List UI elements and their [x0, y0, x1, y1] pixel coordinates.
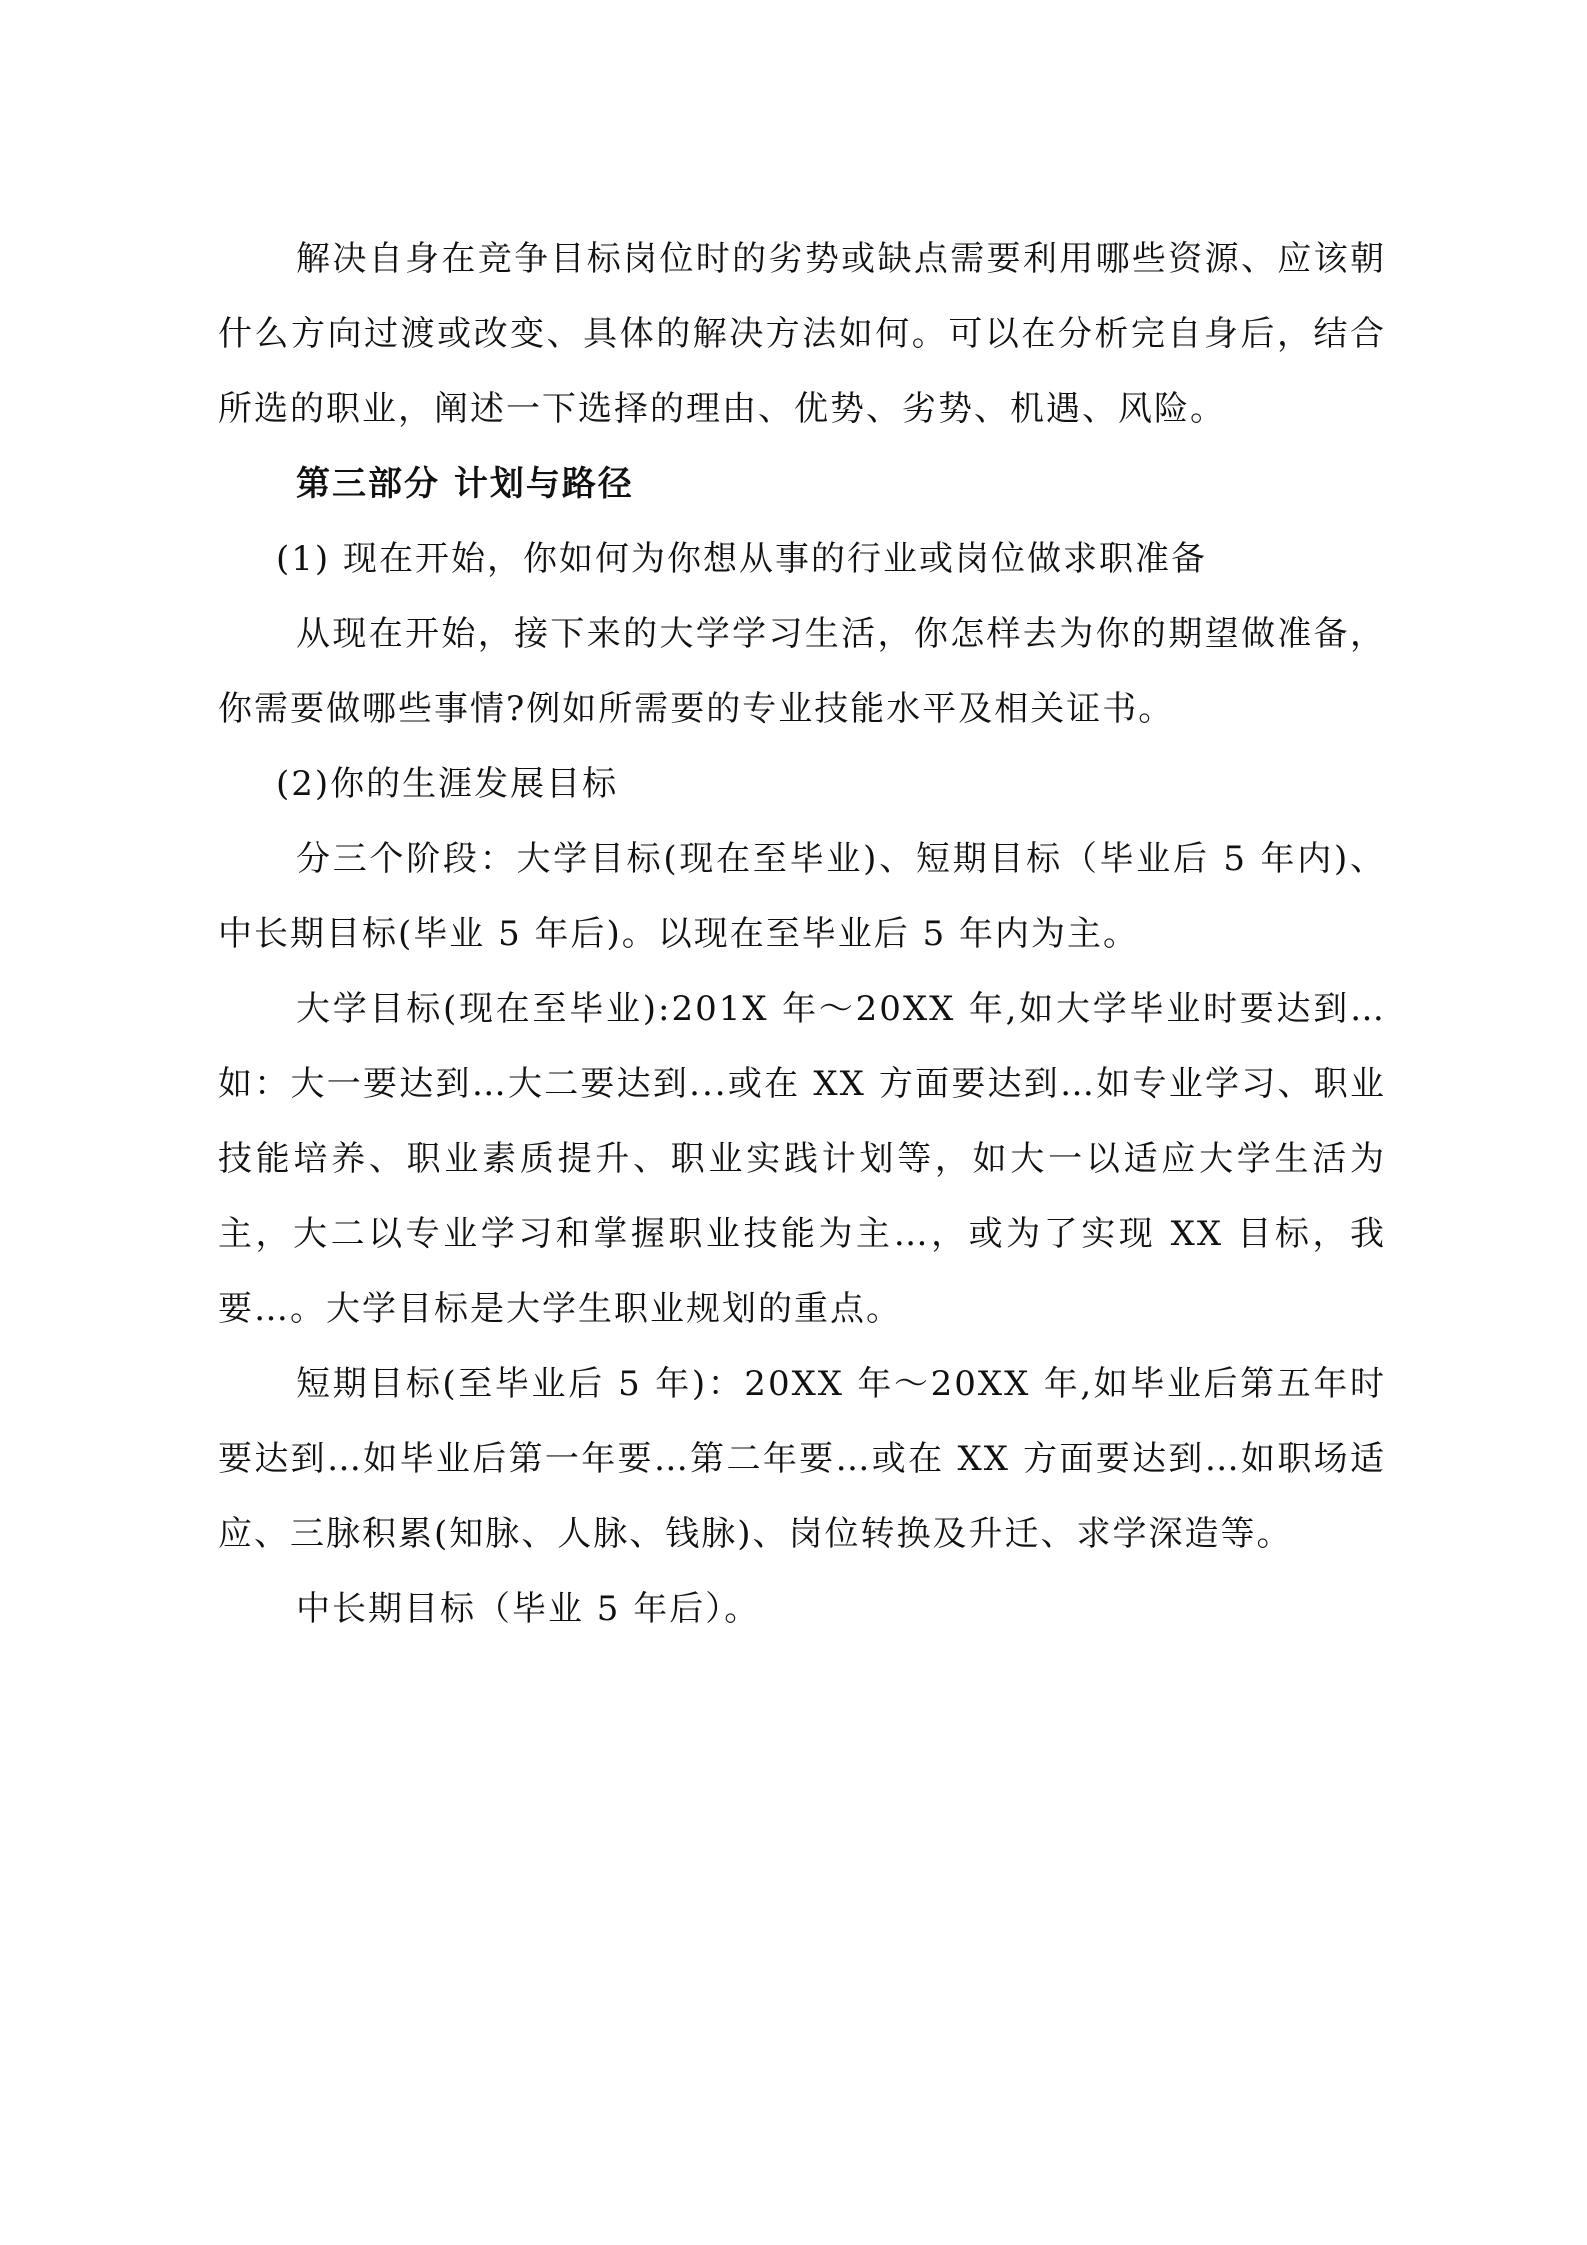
item-1-job-preparation: (1) 现在开始，你如何为你想从事的行业或岗位做求职准备	[276, 539, 1207, 579]
item-2-career-goals: (2)你的生涯发展目标	[276, 764, 619, 804]
paragraph-three-stages: 分三个阶段：大学目标(现在至毕业)、短期目标（毕业后 5 年内)、中长期目标(毕业 5 年后)。以现在至毕业后 5 年内为主。	[218, 839, 1386, 954]
paragraph-disadvantage-solutions: 解决自身在竞争目标岗位时的劣势或缺点需要利用哪些资源、应该朝什么方向过渡或改变、具体的解决方法如何。可以在分析完自身后，结合所选的职业，阐述一下选择的理由、优势、劣势、机遇、风险。	[218, 239, 1386, 429]
paragraph-short-term-goal: 短期目标(至毕业后 5 年)：20XX 年～20XX 年,如毕业后第五年时要达到…如毕业后第一年要…第二年要…或在 XX 方面要达到…如职场适应、三脉积累(知脉、人脉、钱脉)、岗位转换及升迁、求学深造等。	[218, 1364, 1386, 1554]
document-page	[218, 222, 1386, 1647]
paragraph-university-goal: 大学目标(现在至毕业):201X 年～20XX 年,如大学毕业时要达到…如：大一要达到…大二要达到...或在 XX 方面要达到…如专业学习、职业技能培养、职业素质提升、职业实践计划等，如大一以适应大学生活为主，大二以专业学习和掌握职业技能为主…，或为了实现 XX 目标，我要…。大学目标是大学生职业规划的重点。	[218, 989, 1386, 1329]
paragraph-long-term-goal: 中长期目标（毕业 5 年后）。	[296, 1589, 761, 1629]
section-heading-part-three: 第三部分 计划与路径	[296, 464, 634, 504]
paragraph-preparation-details: 从现在开始，接下来的大学学习生活，你怎样去为你的期望做准备，你需要做哪些事情?例如所需要的专业技能水平及相关证书。	[218, 614, 1386, 729]
